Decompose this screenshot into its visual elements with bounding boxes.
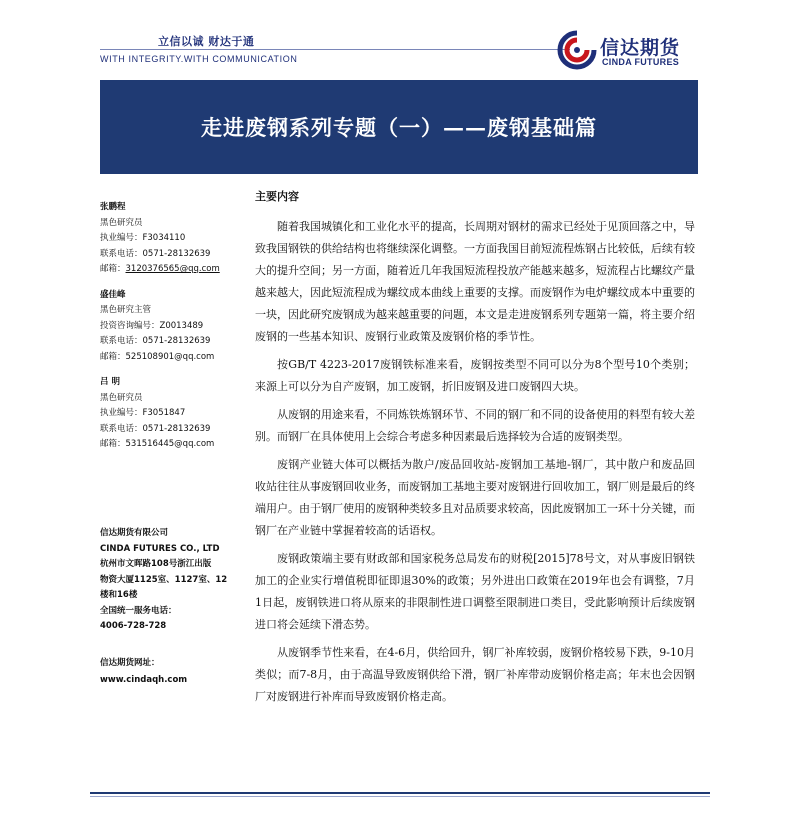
analyst-license: 执业编号：F3034110 <box>100 233 186 243</box>
slogan-divider <box>100 49 570 50</box>
body-paragraph: 废钢政策端主要有财政部和国家税务总局发布的财税[2015]78号文，对从事废旧钢铁加工的企业实行增值税即征即退30%的政策；另外进出口政策在2019年也会有调整，7月1日起，废钢铁进口将从原来的非限制性进口调整至限制进口类目，受此影响预计后续废钢进口将会延续下滑态势。 <box>255 552 695 631</box>
analyst-license: 投资咨询编号：Z0013489 <box>100 320 204 331</box>
footer-divider-thin <box>90 796 710 797</box>
analyst-email-row <box>100 262 250 278</box>
hotline-number: 4006-728-728 <box>100 621 167 631</box>
slogan-english: WITH INTEGRITY.WITH COMMUNICATION <box>100 54 298 64</box>
body-paragraph: 从废钢季节性来看，在4-6月，供给回升，钢厂补库较弱，废钢价格较易下跌，9-10月类似；而7-8月，由于高温导致废钢供给下滑，钢厂补库带动废钢价格走高；年末也会因钢厂对废钢进行补库而导致废钢价格走高。 <box>255 646 695 703</box>
company-address-line: 物资大厦1125室、1127室、12 <box>100 574 228 585</box>
analyst-card <box>100 288 250 366</box>
website-link[interactable]: www.cindaqh.com <box>100 675 188 685</box>
footer-divider <box>90 792 710 794</box>
email-label: 邮箱： <box>100 264 126 274</box>
analyst-email-row <box>100 437 250 453</box>
analyst-card <box>100 375 250 453</box>
analyst-name: 张鹏程 <box>100 202 126 212</box>
analyst-sidebar <box>100 200 250 463</box>
email-label: 邮箱： <box>100 351 126 362</box>
body-paragraph: 随着我国城镇化和工业化水平的提高，长周期对钢材的需求已经处于见顶回落之中，导致我国钢铁的供给结构也将继续深化调整。一方面我国目前短流程炼钢占比较低，后续有较大的提升空间；另一方面，随着近几年我国短流程投放产能越来越多，短流程占比螺纹产量越来越大，因此短流程成为螺纹成本曲线上重要的支撑。而废钢作为电炉螺纹成本中重要的一块，因此研究废钢成为越来越重要的问题，本文是走进废钢系列专题第一篇，将主要介绍废钢的一些基本知识、废钢行业政策及废钢价格的季节性。 <box>255 220 695 343</box>
analyst-card <box>100 200 250 278</box>
logo-english: CINDA FUTURES <box>602 57 680 67</box>
website-info <box>100 655 250 689</box>
analyst-phone: 联系电话：0571-28132639 <box>100 248 211 259</box>
analyst-role: 黑色研究员 <box>100 217 143 228</box>
body-paragraph: 按GB/T 4223-2017废钢铁标准来看，废钢按类型不同可以分为8个型号10个类别；来源上可以分为自产废钢，加工废钢，折旧废钢及进口废钢四大块。 <box>255 358 695 393</box>
analyst-email-link[interactable]: 3120376565@qq.com <box>125 264 220 274</box>
company-logo <box>556 30 706 72</box>
report-header <box>0 0 800 80</box>
analyst-name: 吕 明 <box>100 377 120 387</box>
company-name-english: CINDA FUTURES CO., LTD <box>100 543 220 554</box>
cinda-logo-icon <box>556 30 598 70</box>
analyst-license: 执业编号：F3051847 <box>100 408 186 418</box>
company-name: 信达期货有限公司 <box>100 528 169 538</box>
analyst-email[interactable]: 531516445@qq.com <box>125 439 215 449</box>
analyst-email[interactable]: 525108901@qq.com <box>125 351 215 362</box>
analyst-name: 盛佳峰 <box>100 289 126 300</box>
analyst-phone: 联系电话：0571-28132639 <box>100 336 211 346</box>
slogan: 立信以诚 财达于通 <box>158 35 255 48</box>
body-paragraph: 废钢产业链大体可以概括为散户/废品回收站-废钢加工基地-钢厂，其中散户和废品回收站往往从事废钢回收业务，而废钢加工基地主要对废钢进行回收加工，钢厂则是最后的终端用户。由于钢厂使用的废钢种类较多且对品质要求较高，因此废钢加工一环十分关键，而钢厂在产业链中掌握着较高的话语权。 <box>255 458 695 537</box>
website-label: 信达期货网址： <box>100 658 160 668</box>
main-content <box>255 188 695 714</box>
analyst-phone: 联系电话：0571-28132639 <box>100 423 211 434</box>
analyst-role: 黑色研究员 <box>100 392 143 403</box>
logo-text: 信达期货 <box>600 37 681 59</box>
email-label: 邮箱： <box>100 439 126 449</box>
section-title: 主要内容 <box>255 190 299 203</box>
analyst-email-row <box>100 350 250 366</box>
company-address-line: 杭州市文晖路108号浙江出版 <box>100 559 212 569</box>
title-banner <box>100 80 698 174</box>
hotline-label: 全国统一服务电话： <box>100 605 177 616</box>
company-address-line: 楼和16楼 <box>100 590 138 600</box>
body-paragraph: 从废钢的用途来看，不同炼铁炼钢环节、不同的钢厂和不同的设备使用的料型有较大差别。而钢厂在具体使用上会综合考虑多种因素最后选择较为合适的废钢类型。 <box>255 408 695 443</box>
report-title: 走进废钢系列专题（一）——废钢基础篇 <box>201 115 597 140</box>
analyst-role: 黑色研究主管 <box>100 305 152 315</box>
company-info <box>100 526 250 635</box>
